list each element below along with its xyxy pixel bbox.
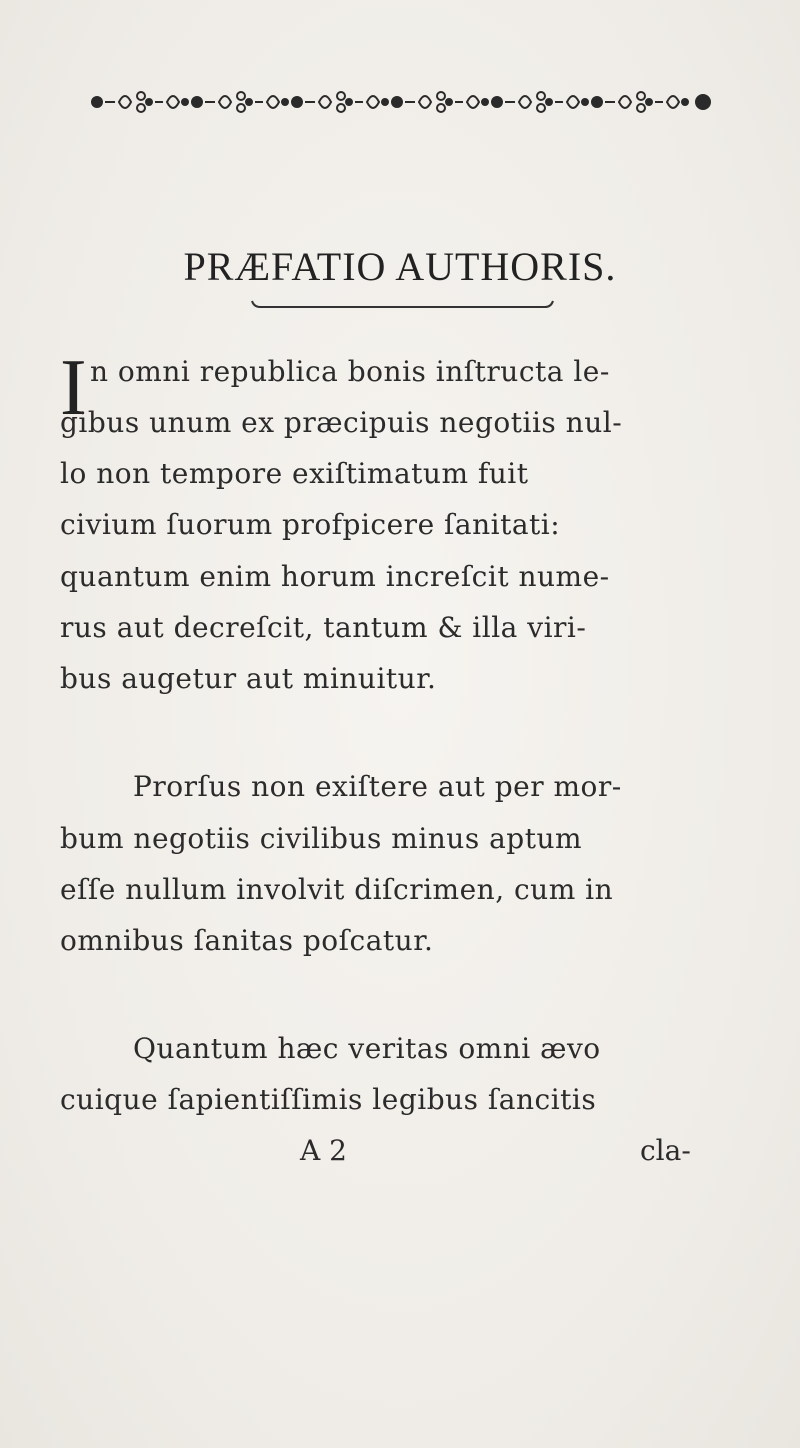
drop-cap: I [60, 344, 87, 432]
text-line: gibus unum ex præcipuis negotiis nul- [60, 406, 623, 439]
signature-mark: A 2 [300, 1134, 347, 1167]
text-line: bus augetur aut minuitur. [60, 662, 437, 695]
text-line: cuique ſapientiſſimis legibus ſancitis [60, 1083, 597, 1116]
page-title: PRÆFATIO AUTHORIS. [183, 244, 617, 289]
text-line: eſſe nullum involvit diſcrimen, cum in [60, 873, 614, 906]
text-line: omnibus ſanitas poſcatur. [60, 924, 434, 957]
catchword: cla- [640, 1134, 691, 1167]
text-line: n omni republica bonis inſtructa le- [90, 355, 610, 388]
text-line: bum negotiis civilibus minus aptum [60, 822, 583, 855]
headpiece-ornament [85, 82, 715, 122]
text-line: quantum enim horum increſcit nume- [60, 560, 610, 593]
text-line: lo non tempore exiſtimatum fuit [60, 457, 529, 490]
text-line: Quantum hæc veritas omni ævo [133, 1032, 601, 1065]
text-line: Prorſus non exiſtere aut per mor- [133, 770, 622, 803]
text-line: rus aut decreſcit, tantum & illa viri- [60, 611, 587, 644]
text-line: civium ſuorum profpicere ſanitati: [60, 508, 561, 541]
title-rule [250, 298, 555, 310]
